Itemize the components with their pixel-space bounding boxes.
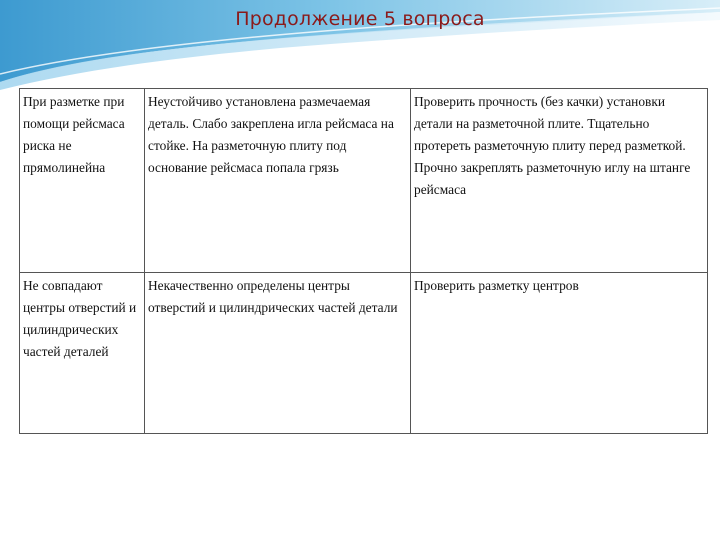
cause-cell: Некачественно определены центры отверстий и цилиндрических частей детали [145,273,411,434]
remedy-cell: Проверить прочность (без качки) установки детали на разметочной плите. Тщательно протереть разметочную плиту перед разметкой. Прочно закреплять разметочную иглу на штанге рейсмаса [411,89,708,273]
remedy-cell: Проверить разметку центров [411,273,708,434]
cause-cell: Неустойчиво установлена размечаемая деталь. Слабо закреплена игла рейсмаса на стойке. На разметочную плиту под основание рейсмаса попала грязь [145,89,411,273]
slide-title: Продолжение 5 вопроса [235,8,485,30]
defect-cell: При разметке при помощи рейсмаса риска не прямолинейна [20,89,145,273]
table-row [20,89,708,273]
table-row [20,273,708,434]
defect-cell: Не совпадают центры отверстий и цилиндрических частей деталей [20,273,145,434]
defects-table [19,88,708,434]
